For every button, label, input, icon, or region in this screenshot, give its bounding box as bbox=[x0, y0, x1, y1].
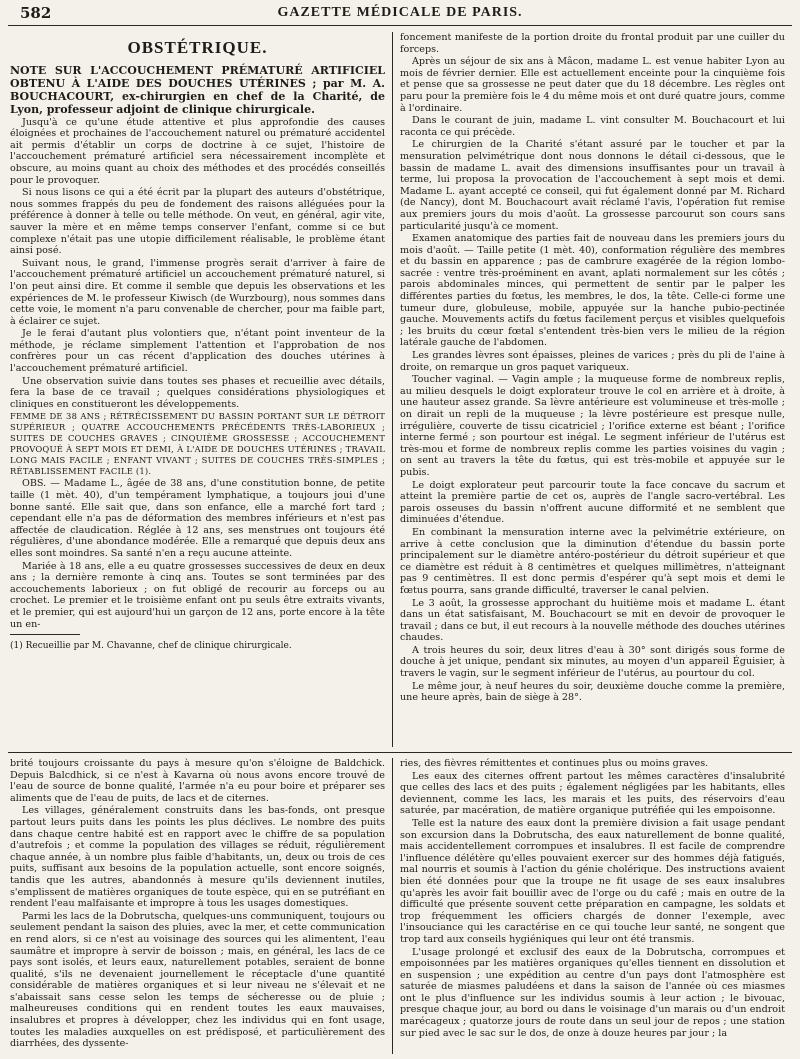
paragraph: Les eaux des citernes offrent partout les mêmes caractères d'insalubrité que celles des lacs et des puits ; également négligées par les habitants, elles deviennent, comme les lacs, les marais et les puits, des réservoirs d'eau saturée, par macération, de matière organique putréfiée qui les empoisonne. bbox=[400, 770, 785, 817]
paragraph: Le chirurgien de la Charité s'étant assuré par le toucher et par la mensuration pelvimétrique dont nous donnons le détail ci-dessous, que le bassin de madame L. avait des dimensions insuffisantes pour un travail à terme, lui proposa la provocation de l'accouchement à sept mois et demi. Madame L. ayant accepté ce conseil, qui fut également donné par M. Richard (de Nancy), dont M. Bouchacourt avait réclamé l'avis, l'opération fut remise aux premiers jours du mois d'août. La grossesse parcourut son cours sans particularité jusqu'à ce moment. bbox=[400, 139, 785, 232]
paragraph: Parmi les lacs de la Dobrutscha, quelques-uns communiquent, toujours ou seulement pendant la saison des pluies, avec la mer, et cette communication en rend alors, si ce n'est au voisinage des sources qui les alimentent, l'eau saumâtre et impropre à servir de boisson ; mais, en général, les lacs de ce pays sont isolés, et leurs eaux, naturellement potables, seraient de bonne qualité, s'ils ne devenaient journellement le réceptacle d'une quantité considérable de matières organiques et si leur niveau ne s'élevait et ne s'abaissait sans cesse selon les temps de sécheresse ou de pluie ; malheureuses conditions qui en rendent toutes les eaux mauvaises, insalubres et propres à développer, chez les individus qui en font usage, toutes les maladies auxquelles on est prédisposé, et particulièrement des diarrhées, des dyssente- bbox=[10, 910, 385, 1050]
footnote-rule bbox=[10, 634, 80, 635]
paragraph: Les grandes lèvres sont épaisses, pleines de varices ; près du pli de l'aine à droite, on remarque un gros paquet variqueux. bbox=[400, 350, 785, 373]
paragraph: Après un séjour de six ans à Mâcon, madame L. est venue habiter Lyon au mois de février dernier. Elle est actuellement enceinte pour la cinquième fois et pense que sa grossesse ne peut dater que du 18 décembre. Les règles ont paru pour la première fois le 4 du même mois et ont duré quatre jours, comme à l'ordinaire. bbox=[400, 56, 785, 114]
paragraph: Si nous lisons ce qui a été écrit par la plupart des auteurs d'obstétrique, nous sommes frappés du peu de fondement des raisons alléguées pour la préférence à donner à telle ou telle méthode. On veut, en général, agir vite, sauver la mère et en même temps conserver l'enfant, comme si ce but complexe n'était pas une utopie difficilement réalisable, le problème étant ainsi posé. bbox=[10, 187, 385, 257]
page-number: 582 bbox=[20, 4, 52, 22]
section-separator-rule bbox=[8, 752, 792, 753]
left-column bbox=[10, 32, 385, 750]
paragraph: Le 3 août, la grossesse approchant du huitième mois et madame L. étant dans un état satisfaisant, M. Bouchacourt se mit en devoir de provoquer le travail ; dans ce but, il eut recours à la nouvelle méthode des douches utérines chaudes. bbox=[400, 597, 785, 644]
paragraph: Les villages, généralement construits dans les bas-fonds, ont presque partout leurs puits dans les points les plus déclives. Le nombre des puits dans chaque centre habité est en rapport avec le chiffre de sa population d'autrefois ; et comme la population des villages se réduit, régulièrement chaque année, à un nombre plus faible d'habitants, un, deux ou trois de ces puits, suffisant aux besoins de la population actuelle, sont encore soignés, tandis que les autres, abandonnés à mesure qu'ils deviennent inutiles, s'emplissent de matières organiques de toute espèce, qui en se putréfiant en rendent l'eau malfaisante et impropre à tous les usages domestiques. bbox=[10, 805, 385, 910]
article-title-text: NOTE SUR L'ACCOUCHEMENT PRÉMATURÉ ARTIFICIEL OBTENU À L'AIDE DES DOUCHES UTÉRINES ; par M. A. BOUCHACOURT, ex-chirurgien en chef de la Charité, de Lyon, professeur adjoint de clinique chirurgicale. bbox=[10, 63, 385, 116]
article-title bbox=[10, 64, 385, 116]
header-rule bbox=[8, 25, 792, 26]
paragraph: Examen anatomique des parties fait de nouveau dans les premiers jours du mois d'août. — Taille petite (1 mèt. 40), conformation régulière des membres et du bassin en apparence ; pas de cambrure exagérée de la région lombo-sacrée : ventre très-proéminent en avant, aplati normalement sur les côtés ; parois abdominales minces, qui permettent de sentir par le palper les différentes parties du fœtus, les membres, le dos, la tête. Celle-ci forme une tumeur dure, globuleuse, mobile, appuyée sur la hanche pubio-pectinée gauche. Mouvements actifs du fœtus facilement perçus et visibles quelquefois ; les bruits du cœur fœtal s'entendent très-bien vers le milieu de la région latérale gauche de l'abdomen. bbox=[400, 233, 785, 349]
paragraph: En combinant la mensuration interne avec la pelvimétrie extérieure, on arrive à cette conclusion que la diminution d'étendue du bassin porte principalement sur le diamètre antéro-postérieur du détroit supérieur et que ce diamètre est réduit à 8 centimètres et quelques millimètres, n'atteignant pas 9 centimètres. Il est donc permis d'espérer qu'à sept mois et demi le fœtus pourra, sans grande difficulté, traverser le canal pelvien. bbox=[400, 526, 785, 596]
paragraph: Suivant nous, le grand, l'immense progrès serait d'arriver à faire de l'accouchement prématuré artificiel un accouchement prématuré naturel, si l'on peut ainsi dire. Et comme il semble que depuis les observations et les expériences de M. le professeur Kiwisch (de Wurzbourg), nous sommes dans cette voie, le moment n'a paru convenable de chercher, pour ma faible part, à éclairer ce sujet. bbox=[10, 257, 385, 327]
observation-paragraph: OBS. — Madame L., âgée de 38 ans, d'une constitution bonne, de petite taille (1 mèt. 40), d'un tempérament lymphatique, a toujours joui d'une bonne santé. Elle sait que, dans son enfance, elle a marché fort tard ; cependant elle n'a pas de déformation des membres inférieurs et n'est pas affectée de claudication. Réglée à 12 ans, ses menstrues ont toujours été régulières, d'une abondance modérée. Elle a remarqué que depuis deux ans elles sont moindres. Sa santé n'en a reçu aucune atteinte. bbox=[10, 478, 385, 559]
paragraph: Je le ferai d'autant plus volontiers que, n'étant point inventeur de la méthode, je réclame simplement l'attention et l'approbation de nos confrères pour un cas récent d'application des douches utérines à l'accouchement prématuré artificiel. bbox=[10, 328, 385, 375]
section-title: OBSTÉTRIQUE. bbox=[127, 38, 268, 57]
paragraph: Jusqu'à ce qu'une étude attentive et plus approfondie des causes éloignées et prochaines de l'accouchement naturel ou prématuré accidentel ait permis d'établir un corps de doctrine à ce sujet, l'histoire de l'accouchement prématuré artificiel sera nécessairement incomplète et obscure, au moins quant au choix des méthodes et des procédés conseillés pour le provoquer. bbox=[10, 116, 385, 186]
right-column bbox=[400, 32, 785, 750]
footnote: (1) Recueillie par M. Chavanne, chef de clinique chirurgicale. bbox=[10, 641, 292, 652]
paragraph: brité toujours croissante du pays à mesure qu'on s'éloigne de Baldchick. Depuis Balcdhick, si ce n'est à Kavarna où nous avons encore trouvé de l'eau de source de bonne qualité, l'armée n'a eu pour boire et préparer ses aliments que de l'eau de puits, de lacs et de citernes. bbox=[10, 758, 385, 804]
paragraph: ries, des fièvres rémittentes et continues plus ou moins graves. bbox=[400, 758, 709, 769]
paragraph: Le doigt explorateur peut parcourir toute la face concave du sacrum et atteint la première partie de cet os, auprès de l'angle sacro-vertébral. Les parois osseuses du bassin n'offrent aucune difformité et ne semblent que diminuées d'étendue. bbox=[400, 479, 785, 526]
bottom-left-column bbox=[10, 758, 385, 1054]
paragraph: Une observation suivie dans toutes ses phases et recueillie avec détails, fera la base de ce travail ; quelques considérations physiologiques et cliniques en constitueront les développements. bbox=[10, 375, 385, 410]
paragraph: A trois heures du soir, deux litres d'eau à 30° sont dirigés sous forme de douche à jet unique, pendant six minutes, au moyen d'un appareil Éguisier, à travers le vagin, sur le segment inférieur de l'utérus, au pourtour du col. bbox=[400, 644, 785, 680]
bottom-right-column bbox=[400, 758, 785, 1054]
page-header bbox=[8, 4, 792, 24]
paragraph: foncement manifeste de la portion droite du frontal produit par une cuiller du forceps. bbox=[400, 32, 785, 55]
journal-title: GAZETTE MÉDICALE DE PARIS. bbox=[277, 5, 523, 20]
paragraph: Telle est la nature des eaux dont la première division a fait usage pendant son excursion dans la Dobrutscha, des eaux naturellement de bonne qualité, mais accidentellement corrompues et insalubres. Il est facile de comprendre l'influence délétère qu'elles pouvaient exercer sur des hommes déjà fatigués, mal nourris et soumis à l'action du génie cholérique. Des instructions avaient bien été données pour que la troupe ne fit usage de ses eaux insalubres qu'après les avoir fait bouillir avec de l'orge ou du café ; mais en outre de la difficulté que présente souvent cette préparation en campagne, les soldats et trop fréquemment les officiers chargés de donner l'exemple, avec l'insouciance qui les caractérise en ce qui touche leur santé, ne songent que trop tard aux conseils hygiéniques qui leur ont été transmis. bbox=[400, 817, 785, 945]
paragraph: Le même jour, à neuf heures du soir, deuxième douche comme la première, une heure après, bain de siège à 28°. bbox=[400, 680, 785, 704]
observation-paragraph: Mariée à 18 ans, elle a eu quatre grossesses successives de deux en deux ans ; la dernière remonte à cinq ans. Toutes se sont terminées par des accouchements laborieux ; on fut obligé de recourir au forceps ou au crochet. Le premier et le troisième enfant ont pu seuls être extraits vivants, et le premier, qui est aujourd'hui un garçon de 12 ans, porte encore à la tête un en- bbox=[10, 560, 385, 630]
column-divider bbox=[392, 32, 393, 747]
paragraph: Toucher vaginal. — Vagin ample ; la muqueuse forme de nombreux replis, au milieu desquels le doigt explorateur trouve le col en arrière et à droite, à une hauteur assez grande. Sa lèvre antérieure est volumineuse et très-molle ; on dirait un repli de la muqueuse ; la lèvre postérieure est presque nulle, irrégulière, couverte de tissu cicatriciel ; l'orifice externe est béant ; l'orifice interne fermé ; son pourtour est inégal. Le segment inférieur de l'utérus est très-mou et forme de nombreux replis comme les parties voisines du vagin ; on sent au travers la tête du fœtus, qui est très-mobile et appuyée sur le pubis. bbox=[400, 374, 785, 478]
paragraph: L'usage prolongé et exclusif des eaux de la Dobrutscha, corrompues et empoisonnées par les matières organiques qu'elles tiennent en dissolution et en suspension ; une expédition au centre d'un pays dont l'atmosphère est saturée de miasmes paludéens et dans la saison de l'année où ces miasmes ont le plus d'influence sur les individus soumis à leur action ; le bivouac, presque chaque jour, au bord ou dans le voisinage d'un marais ou d'un endroit marécageux ; quatorze jours de route dans un seul jour de repos ; une station sur pied avec le sac sur le dos, de onze à douze heures par jour ; la bbox=[400, 946, 785, 1039]
paragraph: Dans le courant de juin, madame L. vint consulter M. Bouchacourt et lui raconta ce qui précède. bbox=[400, 115, 785, 138]
column-divider bbox=[392, 758, 393, 1054]
case-heading: FEMME DE 38 ANS ; RÉTRÉCISSEMENT DU BASSIN PORTANT SUR LE DÉTROIT SUPÉRIEUR ; QUATRE ACCOUCHEMENTS PRÉCÉDENTS TRÈS-LABORIEUX ; SUITES DE COUCHES GRAVES ; CINQUIÈME GROSSESSE ; ACCOUCHEMENT PROVOQUÉ À SEPT MOIS ET DEMI, À L'AIDE DE DOUCHES UTÉRINES ; TRAVAIL LONG MAIS FACILE ; ENFANT VIVANT ; SUITES DE COUCHES TRÈS-SIMPLES ; RÉTABLISSEMENT FACILE (1). bbox=[10, 411, 385, 477]
